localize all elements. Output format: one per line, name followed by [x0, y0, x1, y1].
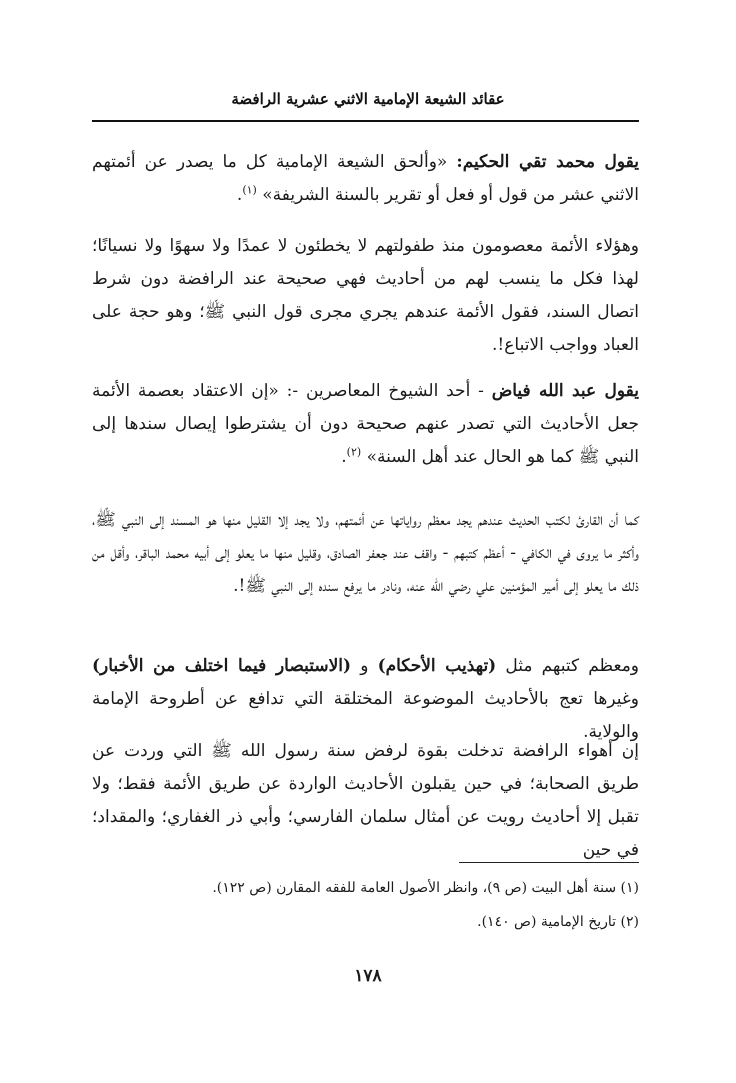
footnote-marker: (٢) — [620, 914, 639, 930]
speaker-name: يقول محمد تقي الحكيم: — [456, 152, 639, 172]
header-rule — [92, 120, 639, 122]
paragraph-rafida-desires: إن أهواء الرافضة تدخلت بقوة لرفض سنة رسول الله ﷺ التي وردت عن طريق الصحابة؛ في حين يقبلون الأحاديث الواردة عن طريق الأئمة فقط؛ ولا تقبل إلا أحاديث رويت عن أمثال سلمان الفارسي؛ وأبي ذر الغفاري؛ والمقداد؛ في حين — [92, 741, 639, 860]
footnote-2 — [92, 912, 639, 932]
page-number: ١٧٨ — [354, 966, 382, 986]
book-title-istibsar: (الاستبصار فيما اختلف من الأخبار) — [92, 656, 352, 676]
paragraph-lead: ومعظم كتبهم مثل — [505, 656, 640, 676]
paragraph-hadith-books: كما أن القارئ لكتب الحديث عندهم يجد معظم رواياتها عن أئمتهم، ولا يجد إلا القليل منها هو المسند إلى النبي ﷺ، وأكثر ما يروى في الكافي - أعظم كتبهم - واقف عند جعفر الصادق، وقليل منها ما يعلو إلى أبيه محمد الباقر، وأقل من ذلك ما يعلو إلى أمير المؤمنين علي رضي الله عنه، ونادر ما يرفع سنده إلى النبي ﷺ!. — [92, 510, 639, 596]
footnote-marker: (١) — [620, 880, 639, 896]
conjunction: و — [360, 656, 369, 676]
quote-text: «وألحق الشيعة الإمامية كل ما يصدر عن أئمتهم الاثني عشر من قول أو فعل أو تقرير بالسنة الشريفة» — [92, 152, 639, 205]
quote-text: - أحد الشيوخ المعاصرين -: «إن الاعتقاد بعصمة الأئمة جعل الأحاديث التي تصدر عنهم صحيحة دون أن يشترطوا إيصال سندها إلى النبي ﷺ كما هو الحال عند أهل السنة» — [92, 381, 639, 467]
footnote-text: سنة أهل البيت (ص ٩)، وانظر الأصول العامة للفقه المقارن (ص ١٢٢). — [212, 880, 617, 896]
sentence-end: . — [236, 185, 243, 205]
sentence-end: . — [341, 447, 347, 467]
footnote-text: تاريخ الإمامية (ص ١٤٠). — [477, 914, 617, 930]
paragraph-fayyad-quote — [92, 375, 639, 474]
footnote-1 — [92, 878, 639, 898]
speaker-name: يقول عبد الله فياض — [491, 381, 639, 401]
paragraph-hakim-quote — [92, 146, 639, 212]
paragraph-rest: وغيرها تعج بالأحاديث الموضوعة المختلقة التي تدافع عن أطروحة الإمامة والولاية. — [92, 689, 639, 742]
footnote-ref-1: (١) — [242, 183, 257, 197]
footnote-rule — [459, 862, 639, 863]
footnote-ref-2: (٢) — [346, 445, 362, 459]
paragraph-imams-infallibility: وهؤلاء الأئمة معصومون منذ طفولتهم لا يخطئون لا عمدًا ولا سهوًا ولا نسيانًا؛ لهذا فكل ما ينسب لهم من أحاديث فهي صحيحة عند الرافضة دون شرط اتصال السند، فقول الأئمة عندهم يجري مجرى قول النبي ﷺ؛ وهو حجة على العباد وواجب الاتباع!. — [92, 236, 639, 355]
running-title: عقائد الشيعة الإمامية الاثني عشرية الرافضة — [231, 90, 505, 108]
book-title-tahdhib: (تهذيب الأحكام) — [377, 656, 497, 676]
